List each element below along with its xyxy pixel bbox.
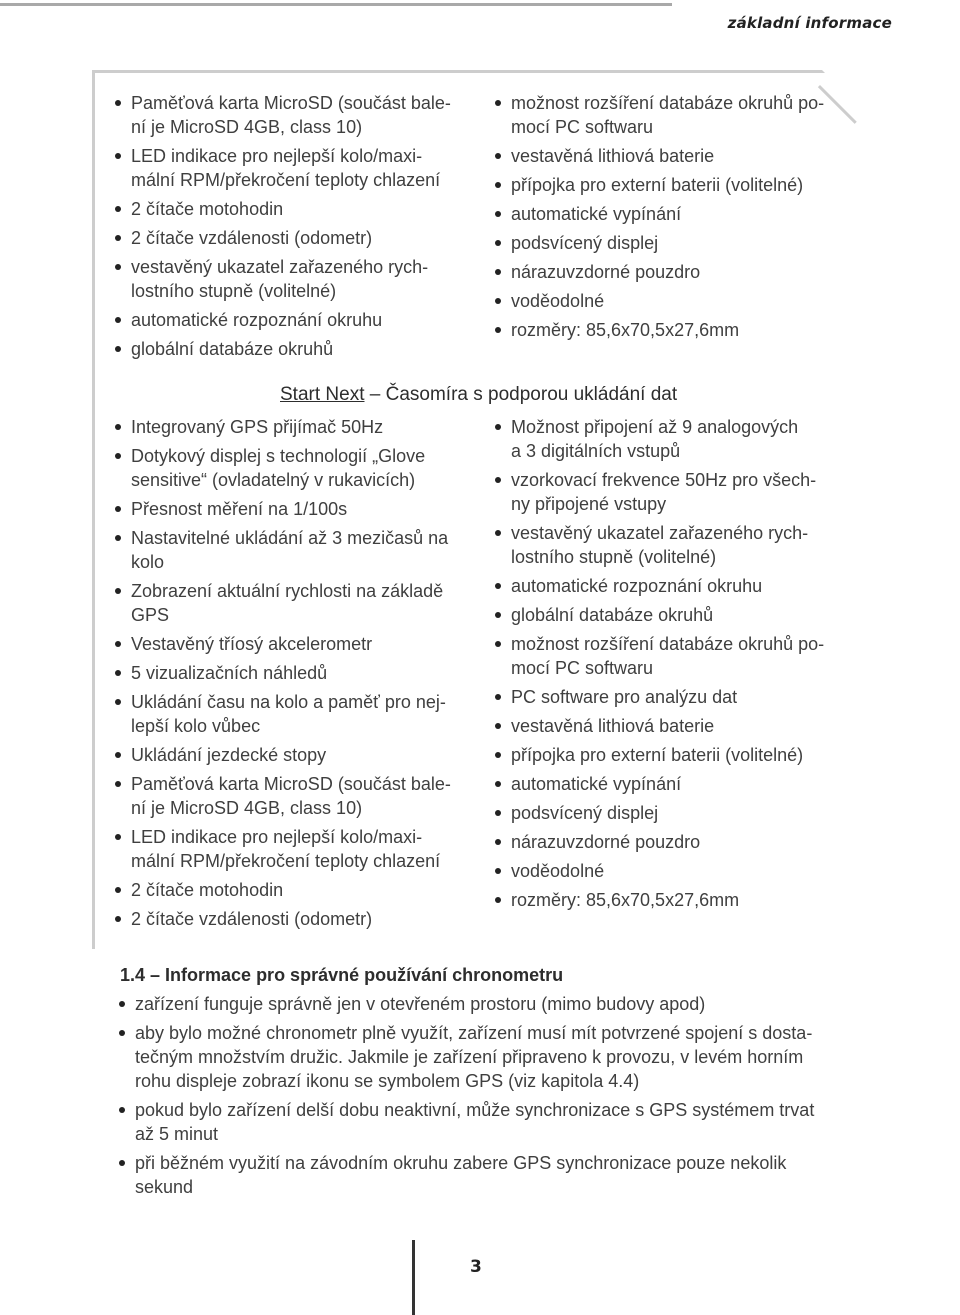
product-subtitle: Časomíra s podporou ukládání dat <box>385 384 678 405</box>
list-item <box>492 603 847 627</box>
list-item-line: vestavěný ukazatel zařazeného rych- <box>511 523 809 543</box>
list-item-line: rozměry: 85,6x70,5x27,6mm <box>511 890 740 910</box>
usage-list <box>116 992 846 1204</box>
list-item-line: PC software pro analýzu dat <box>511 687 738 707</box>
list-item <box>492 144 847 168</box>
list-item <box>492 318 847 342</box>
list-item-line: lostního stupně (volitelné) <box>131 281 337 301</box>
list-item-line: vestavěný ukazatel zařazeného rych- <box>131 257 429 277</box>
list-item-line: rohu displeje zobrazí ikonu se symbolem GPS (viz kapitola 4.4) <box>135 1071 640 1091</box>
header-rule <box>0 3 672 6</box>
list-item-line: mocí PC softwaru <box>511 658 654 678</box>
list-item-line: 2 čítače motohodin <box>131 199 284 219</box>
list-item-line: kolo <box>131 552 165 572</box>
list-item <box>492 743 847 767</box>
list-item-line: Paměťová karta MicroSD (součást bale- <box>131 774 451 794</box>
list-item-line: Zobrazení aktuální rychlosti na základě <box>131 581 444 601</box>
list-item-line: GPS <box>131 605 170 625</box>
list-item <box>492 231 847 255</box>
list-item <box>112 907 467 931</box>
list-item <box>112 308 467 332</box>
list-item-line: možnost rozšíření databáze okruhů po- <box>511 634 825 654</box>
list-item-line: zařízení funguje správně jen v otevřeném prostoru (mimo budovy apod) <box>135 994 706 1014</box>
list-item-line: 2 čítače vzdálenosti (odometr) <box>131 228 373 248</box>
list-item <box>112 743 467 767</box>
list-item <box>112 579 467 627</box>
list-item-line: možnost rozšíření databáze okruhů po- <box>511 93 825 113</box>
list-item-line: ní je MicroSD 4GB, class 10) <box>131 117 363 137</box>
list-item <box>492 888 847 912</box>
list-item-line: 2 čítače motohodin <box>131 880 284 900</box>
list-item-line: voděodolné <box>511 861 605 881</box>
list-item <box>492 859 847 883</box>
list-item-line: vestavěná lithiová baterie <box>511 716 715 736</box>
page-number: 3 <box>470 1257 482 1277</box>
list-item-line: podsvícený displej <box>511 233 659 253</box>
list-item <box>492 632 847 680</box>
list-item <box>492 830 847 854</box>
list-item-line: mocí PC softwaru <box>511 117 654 137</box>
list-item-line: ní je MicroSD 4GB, class 10) <box>131 798 363 818</box>
list-item <box>492 415 847 463</box>
feature-list-a-left <box>112 91 467 366</box>
list-item-line: vzorkovací frekvence 50Hz pro všech- <box>511 470 817 490</box>
list-item <box>112 226 467 250</box>
list-item <box>492 574 847 598</box>
list-item-line: Nastavitelné ukládání až 3 mezičasů na <box>131 528 449 548</box>
feature-list-b-left <box>112 415 467 936</box>
list-item <box>112 91 467 139</box>
list-item <box>492 289 847 313</box>
list-item <box>112 444 467 492</box>
list-item-line: globální databáze okruhů <box>131 339 334 359</box>
list-item-line: LED indikace pro nejlepší kolo/maxi- <box>131 827 423 847</box>
list-item-line: tečným množstvím družic. Jakmile je zařízení připraveno k provozu, v levém horním <box>135 1047 804 1067</box>
list-item-line: Paměťová karta MicroSD (součást bale- <box>131 93 451 113</box>
list-item-line: přípojka pro externí baterii (volitelné) <box>511 745 804 765</box>
list-item <box>112 337 467 361</box>
list-item-line: 5 vizualizačních náhledů <box>131 663 328 683</box>
list-item <box>116 1151 846 1199</box>
list-item-line: automatické rozpoznání okruhu <box>131 310 383 330</box>
section-title: 1.4 – Informace pro správné používání chronometru <box>120 965 564 985</box>
list-item-line: vestavěná lithiová baterie <box>511 146 715 166</box>
list-item <box>112 526 467 574</box>
list-item-line: aby bylo možné chronometr plně využít, zařízení musí mít potvrzené spojení s dosta- <box>135 1023 813 1043</box>
list-item <box>112 632 467 656</box>
list-item <box>492 202 847 226</box>
list-item-line: Přesnost měření na 1/100s <box>131 499 348 519</box>
list-item <box>112 661 467 685</box>
list-item-line: Možnost připojení až 9 analogových <box>511 417 799 437</box>
list-item-line: nárazuvzdorné pouzdro <box>511 832 701 852</box>
product-brand: Start Next <box>280 384 365 405</box>
list-item <box>492 173 847 197</box>
list-item <box>116 1021 846 1093</box>
list-item <box>116 992 846 1016</box>
list-item-line: Dotykový displej s technologií „Glove <box>131 446 426 466</box>
list-item-line: nárazuvzdorné pouzdro <box>511 262 701 282</box>
list-item <box>112 144 467 192</box>
list-item-line: ny připojené vstupy <box>511 494 667 514</box>
list-item <box>112 197 467 221</box>
list-item-line: pokud bylo zařízení delší dobu neaktivní, může synchronizace s GPS systémem trvat <box>135 1100 815 1120</box>
product-dash: – <box>369 384 381 405</box>
list-item-line: lepší kolo vůbec <box>131 716 261 736</box>
list-item-line: Ukládání jezdecké stopy <box>131 745 327 765</box>
list-item-line: lostního stupně (volitelné) <box>511 547 717 567</box>
list-item-line: mální RPM/překročení teploty chlazení <box>131 170 441 190</box>
list-item-line: sekund <box>135 1177 194 1197</box>
list-item-line: LED indikace pro nejlepší kolo/maxi- <box>131 146 423 166</box>
feature-list-b-right <box>492 415 847 917</box>
list-item-line: a 3 digitálních vstupů <box>511 441 681 461</box>
list-item <box>112 415 467 439</box>
list-item <box>492 468 847 516</box>
list-item-line: voděodolné <box>511 291 605 311</box>
list-item-line: 2 čítače vzdálenosti (odometr) <box>131 909 373 929</box>
list-item <box>112 772 467 820</box>
list-item <box>492 260 847 284</box>
list-item <box>112 690 467 738</box>
list-item <box>492 685 847 709</box>
list-item-line: globální databáze okruhů <box>511 605 714 625</box>
list-item <box>492 521 847 569</box>
list-item <box>112 255 467 303</box>
header-title: základní informace <box>727 14 892 32</box>
list-item-line: rozměry: 85,6x70,5x27,6mm <box>511 320 740 340</box>
product-heading <box>280 384 677 406</box>
list-item-line: až 5 minut <box>135 1124 219 1144</box>
list-item <box>492 91 847 139</box>
list-item-line: podsvícený displej <box>511 803 659 823</box>
feature-list-a-right <box>492 91 847 347</box>
list-item-line: při běžném využití na závodním okruhu zabere GPS synchronizace pouze nekolik <box>135 1153 787 1173</box>
list-item-line: automatické vypínání <box>511 774 682 794</box>
list-item <box>112 497 467 521</box>
list-item <box>492 801 847 825</box>
list-item-line: Vestavěný tříosý akcelerometr <box>131 634 373 654</box>
list-item-line: mální RPM/překročení teploty chlazení <box>131 851 441 871</box>
list-item <box>492 714 847 738</box>
page-bar <box>412 1240 415 1315</box>
list-item <box>112 878 467 902</box>
list-item-line: sensitive“ (ovladatelný v rukavicích) <box>131 470 416 490</box>
list-item <box>116 1098 846 1146</box>
list-item-line: přípojka pro externí baterii (volitelné) <box>511 175 804 195</box>
list-item-line: Ukládání času na kolo a paměť pro nej- <box>131 692 446 712</box>
list-item <box>492 772 847 796</box>
list-item-line: automatické rozpoznání okruhu <box>511 576 763 596</box>
list-item-line: automatické vypínání <box>511 204 682 224</box>
list-item-line: Integrovaný GPS přijímač 50Hz <box>131 417 384 437</box>
list-item <box>112 825 467 873</box>
